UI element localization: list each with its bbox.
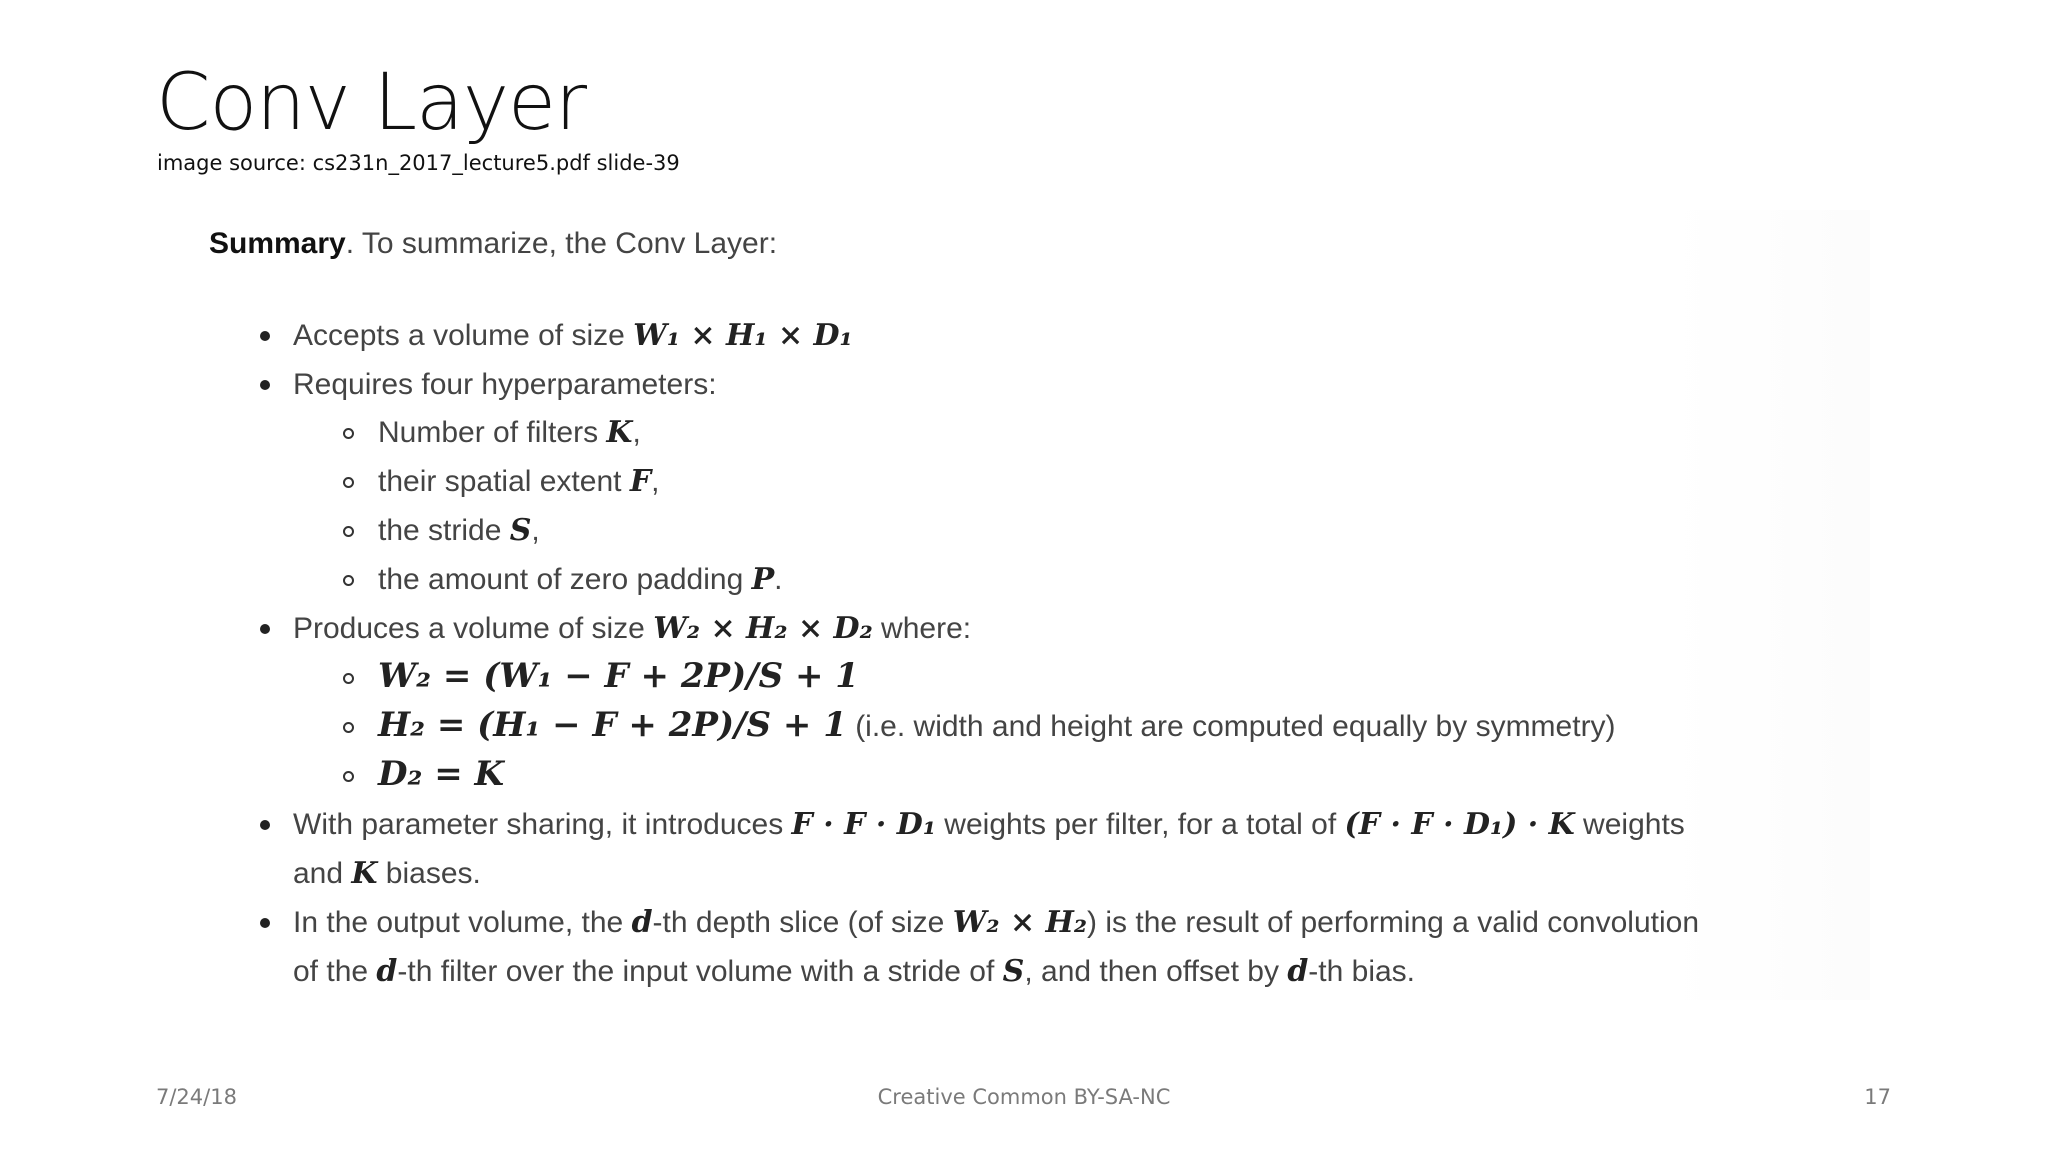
footer-date: 7/24/18: [156, 1085, 237, 1109]
sub-bullet-circle: [343, 477, 354, 488]
bullet-dot: [260, 624, 270, 634]
sub-bullet-circle: [343, 575, 354, 586]
summary-intro: . To summarize, the Conv Layer:: [345, 227, 778, 260]
bullet-dot: [260, 331, 270, 341]
hyper-stride: the stride S,: [378, 513, 540, 548]
footer-page-number: 17: [1864, 1085, 1891, 1109]
sub-bullet-circle: [343, 722, 354, 733]
formula-depth: D₂ = K: [378, 754, 505, 794]
bullet-output: In the output volume, the d-th depth slice (of size W₂ × H₂) is the result of performing a valid convolution: [293, 905, 1699, 940]
bullet-produces: Produces a volume of size W₂ × H₂ × D₂ where:: [293, 611, 972, 646]
bullet-output-cont: of the d-th filter over the input volume with a stride of S, and then offset by d-th bias.: [293, 954, 1416, 989]
formula-height: H₂ = (H₁ − F + 2P)/S + 1 (i.e. width and height are computed equally by symmetry): [378, 705, 1616, 745]
image-source-note: image source: cs231n_2017_lecture5.pdf slide-39: [157, 151, 680, 175]
sub-bullet-circle: [343, 428, 354, 439]
hyper-extent: their spatial extent F,: [378, 464, 660, 499]
hyper-filters: Number of filters K,: [378, 415, 641, 450]
slide-title: Conv Layer: [156, 58, 587, 148]
sub-bullet-circle: [343, 771, 354, 782]
bullet-requires: Requires four hyperparameters:: [293, 368, 717, 401]
summary-image: [180, 210, 1870, 1000]
footer-license: Creative Common BY-SA-NC: [877, 1085, 1171, 1109]
summary-label: Summary: [209, 227, 346, 260]
bullet-dot: [260, 380, 270, 390]
math-output-size: W₂ × H₂ × D₂: [653, 611, 873, 646]
bullet-dot: [260, 820, 270, 830]
bullet-sharing: With parameter sharing, it introduces F · F · D₁ weights per filter, for a total of (F · F · D₁) · K weights: [293, 807, 1685, 842]
bullet-accepts: Accepts a volume of size W₁ × H₁ × D₁: [293, 318, 853, 353]
sub-bullet-circle: [343, 673, 354, 684]
bullet-sharing-cont: and K biases.: [293, 856, 481, 891]
formula-width: W₂ = (W₁ − F + 2P)/S + 1: [378, 656, 859, 696]
math-input-size: W₁ × H₁ × D₁: [633, 318, 853, 353]
sub-bullet-circle: [343, 526, 354, 537]
hyper-padding: the amount of zero padding P.: [378, 562, 783, 597]
bullet-dot: [260, 918, 270, 928]
summary-heading: [209, 227, 777, 261]
